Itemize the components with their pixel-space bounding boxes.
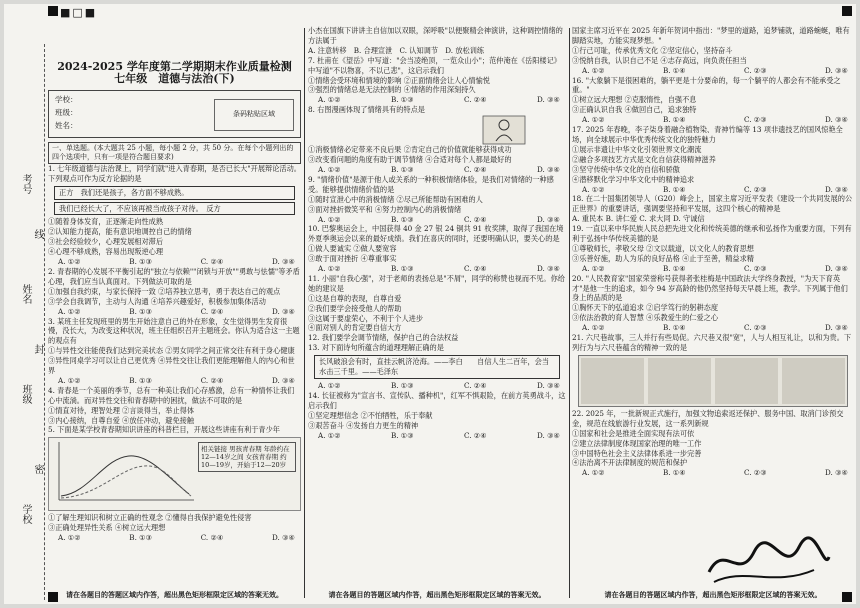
question-text: 4. 青春是一个美丽的季节，总有一种美让我们心存感激，总有一种情怀让我们心中流淌。而对异性交往和青春期中的困扰，做法不可取的是 (48, 385, 295, 405)
option-line: ④心理不够成熟，容易出现叛逆心理 (48, 247, 164, 257)
option-c[interactable]: C. ②④ (464, 381, 487, 390)
option-line: ③面对挫折微笑平和 ④努力控制内心的消极情绪 (308, 204, 462, 214)
option-a[interactable]: A. ①② (58, 306, 81, 316)
option-b[interactable]: B. ①④ (662, 115, 686, 125)
option-d[interactable]: D. ③④ (537, 381, 560, 390)
growth-chart (48, 437, 301, 511)
option-line: ③依法治教的育人智慧 ④乐教爱生的仁爱之心 (572, 313, 719, 323)
option-line: ③异性同桌学习可以让自己更优秀 ④异性交往让我们更能理解他人的内心和世界 (48, 356, 295, 376)
exam-subtitle: 七年级 道德与法治(下) (114, 71, 235, 85)
option-d[interactable]: D. ③④ (825, 323, 848, 333)
option-c[interactable]: C. ②④ (200, 257, 224, 267)
option-line: ②融合多项技艺方式是文化自信获得精神滋养 (572, 154, 716, 164)
option-line: ③正确认识自我 ④做回自己，追求独特 (572, 105, 697, 115)
q1-quote-pro: 正方 我们还是孩子，各方面不够成熟。 (54, 186, 295, 200)
option-a[interactable]: A. ①② (58, 375, 81, 385)
answer-options (48, 257, 301, 267)
option-c[interactable]: C. ②④ (464, 164, 487, 174)
option-b[interactable]: B. ①④ (662, 323, 686, 333)
option-b[interactable]: B. ①④ (662, 468, 686, 478)
registration-marks: ■□■ (60, 6, 98, 19)
option-line: ①展示非遗让中华文化引领世界文化潮流 (572, 144, 702, 154)
question-text: 21. 六尺巷故事，三人并行有些局促。六尺巷又很"宽"，人与人相互礼让，以和为贵。下列行为与六尺巷蕴含的精神一致的是 (572, 333, 852, 352)
option-line: ③乐善好施，助人为乐的良好品格 ④止于至善，精益求精 (572, 253, 754, 263)
option-b[interactable]: B. ①④ (662, 184, 686, 194)
exam-title: 2024-2025 学年度第二学期期末作业质量检测 (57, 60, 292, 73)
option-b[interactable]: B. ①③ (390, 164, 414, 174)
option-line: ③改变看问题的角度有助于调节情绪 ④合适对每个人都是最好的 (308, 155, 512, 165)
answer-options (308, 431, 566, 441)
info-box (48, 90, 301, 138)
option-a[interactable]: A. ①② (318, 430, 341, 440)
option-d[interactable]: D. ③④ (825, 65, 848, 75)
answer-options (48, 533, 301, 543)
question-text: 5. 下面是某学校青春期知识讲座的科普栏目，开展这些讲座有利于青少年 (48, 425, 280, 435)
option-c[interactable]: C. ②③ (744, 65, 767, 75)
option-c[interactable]: C. ②④ (200, 375, 224, 385)
question-text: 小杰在国旗下讲讲主自信加以双眼，深呼吸"以便聚精会神演讲，这种调控情绪的方法属于 (308, 26, 563, 45)
option-line: ①情绪会受环境和情境的影响 ②正面情绪会让人心情愉悦 (308, 75, 490, 85)
option-c[interactable]: C. ②④ (200, 533, 224, 543)
option-line: ③学会自我调节，主动与人沟通 ④培养兴趣爱好，积极参加集体活动 (48, 296, 266, 306)
option-a[interactable]: A. ①② (318, 95, 341, 105)
option-line: ①情直对待，理智处理 ②言谈得当，举止得体 (48, 405, 195, 415)
option-c[interactable]: C. ②③ (744, 323, 767, 333)
option-d[interactable]: D. ③④ (537, 214, 560, 224)
strip-label: 线 (32, 229, 43, 239)
answer-options (572, 66, 854, 76)
section-heading: 一、单选题。(本大题共 25 小题，每小题 2 分，共 50 分。在每个小题列出的四个选项中，只有一项是符合题目要求) (48, 142, 301, 164)
corner-mark (842, 6, 852, 16)
question-text: 8. 右图漫画体现了情绪具有的特点是 (308, 105, 425, 115)
question-text: 3. 某班主任发现班里的男生开始注意自己的外在形象，女生觉得男生发育很慢，没长大，为改变这种状况，班主任组织召开主题班会。你认为适合这一主题的观点有 (48, 316, 300, 346)
option-line: ①做人要诚实 ②做人要宽容 (308, 244, 397, 254)
option-line: A. 重民本 B. 讲仁爱 C. 求大同 D. 守诚信 (572, 214, 705, 224)
option-c[interactable]: C. ②③ (744, 263, 767, 273)
illustration-row (578, 355, 848, 407)
illustration-b (648, 358, 711, 404)
option-a[interactable]: A. ①② (318, 381, 341, 390)
exam-sheet (4, 4, 856, 604)
poem-quote: 长风破浪会有时，直挂云帆济沧海。——李白 自信人生二百年，会当水击三千里。——毛泽东 (314, 355, 560, 379)
question-text: 14. 长征被称为"宣言书、宣传队、播种机"，红军不惧艰险，在前方英勇战斗，这启示我们 (308, 390, 566, 410)
option-d[interactable]: D. ③④ (825, 263, 848, 273)
option-b[interactable]: B. ①③ (390, 264, 414, 274)
strip-label: 学校 (20, 504, 31, 524)
option-d[interactable]: D. ③④ (825, 184, 848, 194)
answer-options (308, 165, 566, 175)
option-a[interactable]: A. ①② (582, 323, 605, 333)
option-c[interactable]: C. ②④ (200, 306, 224, 316)
illustration-c (715, 358, 778, 404)
option-line: ①随时宣泄心中的消极情绪 ②尽己所能帮助有困难的人 (308, 194, 483, 204)
option-a[interactable]: A. ①② (582, 263, 605, 273)
option-a[interactable]: A. ①② (582, 115, 605, 125)
option-a[interactable]: A. ①② (318, 214, 341, 224)
option-line: ②认知能力提高，能有意识地调控自己的情绪 (48, 227, 192, 237)
barcode-area: 条码粘贴区域 (214, 99, 294, 131)
question-text: 7. 杜甫在《望岳》中写道："会当凌绝顶，一览众山小"；范仲淹在《岳阳楼记》中写道"不以物喜，不以己悲"，这启示我们 (308, 55, 561, 75)
question-text: 22. 2025 年，一批新规正式施行，加强文物追索返还保护、服务中国、取消门诊预交金，规范在线旅游行业发展，这一系列新规 (572, 408, 844, 428)
option-line: ②建立法律制度体现国家治理的唯一工作 (572, 438, 702, 448)
option-d[interactable]: D. ③④ (272, 306, 295, 316)
option-a[interactable]: A. ①② (318, 264, 341, 274)
cartoon-area (308, 115, 566, 145)
name-field[interactable]: 姓名： (55, 120, 78, 130)
column-1 (48, 26, 301, 582)
answer-options (308, 381, 566, 391)
question-text: 17. 2025 年春晚，李子柒身着融合植物染、青神竹编等 13 项非遗技艺的国风惊艳全场，向全球展示中华优秀传统文化的独特魅力 (572, 125, 843, 144)
answer-options (308, 215, 566, 225)
option-a[interactable]: A. ①② (582, 468, 605, 478)
growth-curve-graphic (49, 438, 199, 508)
option-line: ①国家和社会是推进全面实现有法可依 (572, 428, 695, 438)
option-line: ③内心接纳，自尊自爱 ④放任冲动，避免接触 (48, 415, 195, 425)
option-d[interactable]: D. ③④ (537, 164, 560, 174)
question-text: 20. "人民教育家"国家荣誉称号获得者张桂梅是中国政法大学终身教授，"为天下育英才"是他一生的追求，如今 94 岁高龄的他仍然坚持每天早晨上班，教学。下列属于他们身上的品质的是 (572, 273, 848, 303)
option-a[interactable]: A. ①② (582, 65, 605, 75)
option-line: ④潜移默化学习中华文化中的精神追求 (572, 174, 695, 184)
option-d[interactable]: D. ③④ (537, 264, 560, 274)
question-text: 16. "大象躺下是很困难的，躺平更是十分要命的，每一个躺平的人都会有不能承受之重。" (572, 75, 841, 95)
option-c[interactable]: C. ②④ (464, 95, 487, 105)
handwriting-scribble (704, 532, 834, 592)
answer-options (48, 307, 301, 317)
answer-options (572, 264, 854, 274)
option-line: ③坚守传统中华文化的自信和骄傲 (572, 164, 680, 174)
question-text: 1. 七年级道德与法治课上，同学们就"进入青春期，是否已长大"开展辩论活动。下列观点可作为反方论据的是 (48, 163, 301, 183)
option-line: ③艰苦奋斗 ④发扬自力更生的精神 (308, 420, 419, 430)
answer-options (308, 264, 566, 274)
option-d[interactable]: D. ③④ (272, 533, 295, 543)
option-c[interactable]: C. ②④ (464, 430, 487, 440)
strip-label: 考号 (20, 174, 31, 194)
question-text: 10. 巴黎奥运会上，中国获得 40 金 27 银 24 铜共 91 枚奖牌，取得了我国在境外夏季奥运会以来的最好成绩。我们在喜庆的同时，还要明确认识，要关心的是 (308, 224, 564, 244)
option-d[interactable]: D. ③④ (272, 257, 295, 267)
option-line: ③正确处理异性关系 ④树立远大理想 (48, 523, 166, 533)
option-c[interactable]: C. ②③ (744, 468, 767, 478)
column-divider (569, 28, 570, 598)
option-line: ③敢于面对挫折 ④尊重事实 (308, 254, 397, 264)
option-a[interactable]: A. ①② (318, 164, 341, 174)
illustration-a (581, 358, 644, 404)
answer-options (572, 468, 854, 478)
option-a[interactable]: A. ①② (58, 533, 81, 543)
option-line: ③悦纳自我，认识自己不足 ④志存高远，向负责任担当 (572, 55, 747, 65)
footer-note: 请在各题目的答题区域内作答，超出黑色矩形框限定区域的答案无效。 (328, 590, 546, 599)
binding-strip (4, 44, 45, 600)
option-d[interactable]: D. ③④ (825, 115, 848, 125)
option-line: ①加强自我约束，与家长保持一致 ②培养独立思考，勇于表达自己的观点 (48, 286, 281, 296)
option-c[interactable]: C. ②③ (744, 115, 767, 125)
option-line: ④面对别人的肯定要自信大方 (308, 323, 402, 333)
option-d[interactable]: D. ③④ (537, 95, 560, 105)
option-line: ①坚定理想信念 ②不怕牺牲，乐于奉献 (308, 410, 433, 420)
option-b[interactable]: B. ①③ (129, 375, 153, 385)
class-field[interactable]: 班级： (55, 107, 78, 117)
option-b[interactable]: B. ①④ (662, 65, 686, 75)
column-3 (572, 26, 854, 582)
strip-label: 班级 (20, 384, 31, 404)
illustration-d (782, 358, 845, 404)
option-line: ①行己可耻，传承优秀文化 ②坚定信心，坚持奋斗 (572, 45, 733, 55)
option-line: ③社会经验较少，心理发展相对滞后 (48, 237, 164, 247)
option-line: ③这属于要虚荣心，不利于个人进步 (308, 313, 424, 323)
strip-label: 封 (32, 344, 43, 354)
school-field[interactable]: 学校： (55, 94, 78, 104)
option-b[interactable]: B. ①③ (390, 430, 414, 440)
answer-options (572, 185, 854, 195)
question-text: 9. "情绪价值"是源于他人或关系的一种积极情绪体验，是我们对情绪的一种感受。能够提供情绪价值的是 (308, 174, 554, 194)
option-line: ③强烈的情绪总是无法控制的 ④情绪的作用深刻持久 (308, 85, 476, 95)
option-line: ④法治离不开法律制度的规范和保护 (572, 458, 688, 468)
option-line: ①这是自尊的表现，自尊自爱 (308, 293, 402, 303)
option-b[interactable]: B. ①③ (129, 257, 153, 267)
footer-note: 请在各题目的答题区域内作答，超出黑色矩形框限定区域的答案无效。 (66, 590, 283, 599)
answer-options (308, 95, 566, 105)
answer-options (572, 115, 854, 125)
option-line: ①树立远大理想 ②克服惰性，自强不息 (572, 95, 697, 105)
option-b[interactable]: B. ①③ (390, 95, 414, 105)
question-text: 19. 一直以来中华民族人民总把先进文化和传统美德的继承和弘扬作为重要方面，下列有利于弘扬中华传统美德的是 (572, 224, 852, 244)
option-line: ①与异性交往能使我们达到完美状态 ②男女同学之间正常交往有利于身心健康 (48, 346, 295, 356)
option-line: ①尊敬师长，孝敬父母 ②文以载道，以文化人的教育思想 (572, 243, 754, 253)
option-b[interactable]: B. ①③ (390, 381, 414, 390)
column-divider (304, 28, 305, 598)
column-2 (308, 26, 566, 582)
option-line: ①了解生理知识和树立正确的性观念 ②懂得自我保护避免性侵害 (48, 513, 252, 523)
option-d[interactable]: D. ③④ (537, 430, 560, 440)
option-a[interactable]: A. ①② (58, 257, 81, 267)
question-text: 国家主席习近平在 2025 年新年贺词中指出："梦里的道路，追梦铺就，道路蜿蜒，唯有脚踏实地，方能实现梦想。" (572, 26, 850, 45)
option-b[interactable]: B. ①③ (390, 214, 414, 224)
option-line: ①消极情绪必定带来不良后果 ②肯定自己的价值就能够获得成功 (308, 145, 512, 155)
option-b[interactable]: B. ①③ (129, 306, 153, 316)
option-line: ③中国特色社会主义法律体系进一步完善 (572, 448, 702, 458)
option-a[interactable]: A. ①② (582, 184, 605, 194)
option-c[interactable]: C. ②④ (464, 214, 487, 224)
question-text: 18. 在二十国集团领导人（G20）峰会上，国家主席习近平发表《建设一个共同发展的公正世界》的重要讲话，强调要坚持和平发展，这四个核心的精神是 (572, 194, 853, 214)
footer-note: 请在各题目的答题区域内作答，超出黑色矩形框限定区域的答案无效。 (604, 590, 822, 599)
strip-label: 姓名 (20, 284, 31, 304)
option-c[interactable]: C. ②③ (744, 184, 767, 194)
option-d[interactable]: D. ③④ (825, 468, 848, 478)
cartoon-icon (482, 115, 526, 145)
question-text: 2. 青春期的心发展不平衡引起的"独立与依赖""闭锁与开放""勇敢与怯懦"等矛盾心理，我们应当认真面对。下列做法可取的是 (48, 266, 300, 286)
q1-quote-con: 我们已经长大了，不应该再被当成孩子对待。 反方 (54, 202, 295, 216)
option-line: ①随着身体发育，正逐渐走向性成熟 (48, 217, 164, 227)
option-d[interactable]: D. ③④ (272, 375, 295, 385)
answer-options (572, 323, 854, 333)
strip-label: 密 (32, 464, 43, 474)
option-line: A. 注意转移 B. 合理宣泄 C. 认知调节 D. 放松训练 (308, 45, 485, 55)
option-c[interactable]: C. ②④ (464, 264, 487, 274)
option-b[interactable]: B. ①③ (129, 533, 153, 543)
question-text: 13. 对下面诗句所蕴含的道理理解正确的是 (308, 343, 444, 353)
option-b[interactable]: B. ①④ (662, 263, 686, 273)
corner-mark (48, 6, 58, 16)
option-line: ②我们要学会接受他人的帮助 (308, 303, 402, 313)
question-text: 11. 小丽"自我心强"，对于老师的表扬总是"不屑"，同学的称赞也视而不见。你给她的建议是 (308, 273, 565, 293)
chart-related-link-box: 相关链接 男孩青春期 年龄约在12—14岁之间 女孩青春期 约10—19岁，开始于12—20岁 (198, 442, 296, 472)
option-line: ①胸怀天下的弘道追求 ②启学笃行的躬耕态度 (572, 303, 719, 313)
question-text: 12. 我们要学会调节情绪，保护自己的合法权益 (308, 333, 459, 343)
answer-options (48, 376, 301, 386)
